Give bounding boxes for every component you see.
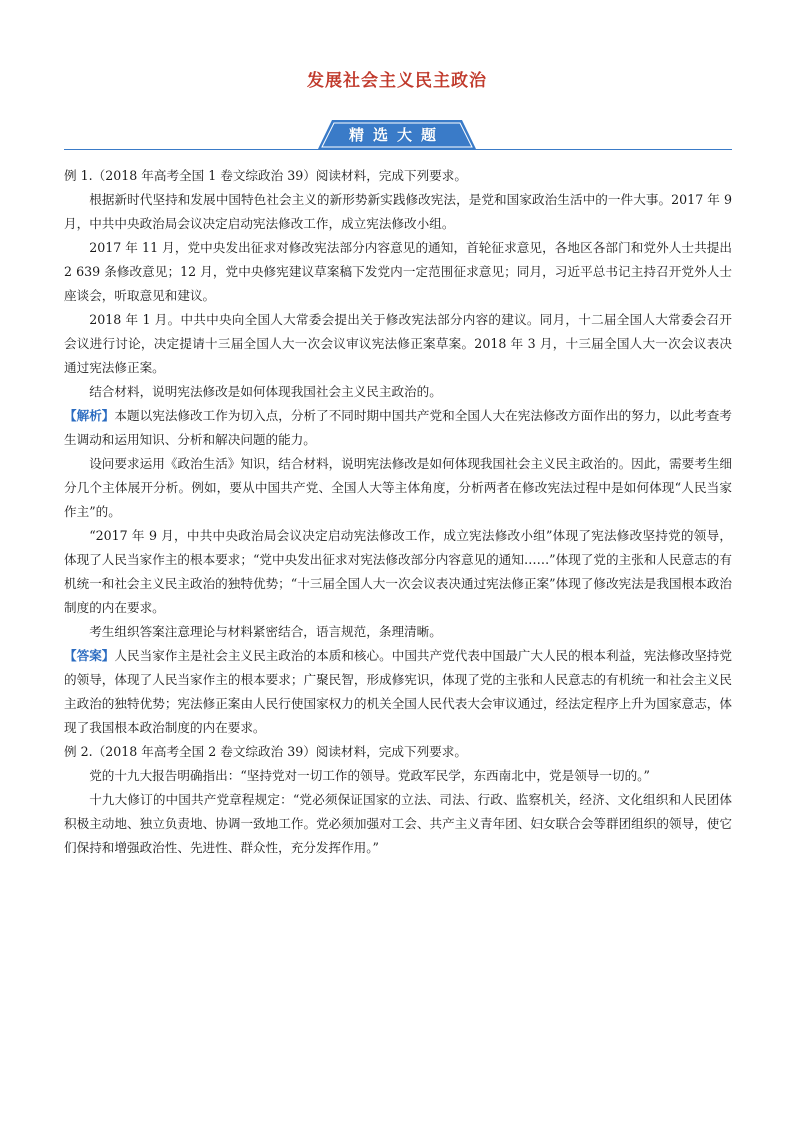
- analysis-paragraph-3: “2017 年 9 月，中共中央政治局会议决定启动宪法修改工作，成立宪法修改小组”体现了宪法修改坚持党的领导，体现了人民当家作主的根本要求；“党中央发出征求对宪法修改部分内容意见的通知……”体现了党的主张和人民意志的有机统一和社会主义民主政治的独特优势；“十三届全国人大一次会议表决通过宪法修正案”体现了修改宪法是我国根本政治制度的内在要求。: [64, 528, 732, 615]
- example-2-material-1: 党的十九大报告明确指出：“坚持党对一切工作的领导。党政军民学，东西南北中，党是领导一切的。”: [89, 768, 650, 783]
- example-1-material-1: 根据新时代坚持和发展中国特色社会主义的新形势新实践修改宪法，是党和国家政治生活中的一件大事。2017 年 9 月，中共中央政治局会议决定启动宪法修改工作，成立宪法修改小组。: [64, 192, 732, 231]
- answer-paragraph: [64, 644, 732, 740]
- example-2-heading: 例 2.（2018 年高考全国 2 卷文综政治 39）阅读材料，完成下列要求。: [64, 744, 467, 759]
- answer-text: 人民当家作主是社会主义民主政治的本质和核心。中国共产党代表中国最广大人民的根本利益，宪法修改坚持党的领导，体现了人民当家作主的根本要求；广聚民智，形成修宪识，体现了党的主张和人民意志的有机统一和社会主义民主政治的独特优势；宪法修正案由人民行使国家权力的机关全国人民代表大会审议通过，经法定程序上升为国家意志，体现了我国根本政治制度的内在要求。: [64, 648, 733, 735]
- example-1-material-3: 2018 年 1 月。中共中央向全国人大常委会提出关于修改宪法部分内容的建议。同月，十二届全国人大常委会召开会议进行讨论，决定提请十三届全国人大一次会议审议宪法修正案草案。2018 年 3 月，十三届全国人大一次会议表决通过宪法修正案。: [64, 312, 732, 375]
- analysis-paragraph-2: 设问要求运用《政治生活》知识，结合材料，说明宪法修改是如何体现我国社会主义民主政治的。因此，需要考生细分几个主体展开分析。例如，要从中国共产党、全国人大等主体角度，分析两者在修改宪法过程中是如何体现“人民当家作主”的。: [64, 456, 732, 519]
- analysis-paragraph-4: 考生组织答案注意理论与材料紧密结合，语言规范，条理清晰。: [89, 624, 442, 639]
- example-2-material-2: 十九大修订的中国共产党章程规定：“党必须保证国家的立法、司法、行政、监察机关，经济、文化组织和人民团体积极主动地、独立负责地、协调一致地工作。党必须加强对工会、共产主义青年团、妇女联合会等群团组织的领导，使它们保持和增强政治性、先进性、群众性，充分发挥作用。”: [64, 792, 732, 855]
- answer-tag: 【答案】: [64, 648, 115, 663]
- page-title: 发展社会主义民主政治: [307, 71, 487, 91]
- document-body: [64, 164, 732, 860]
- example-1-heading: 例 1.（2018 年高考全国 1 卷文综政治 39）阅读材料，完成下列要求。: [64, 168, 467, 183]
- banner-label: 精选大题: [348, 126, 445, 144]
- analysis-text-1: 本题以宪法修改工作为切入点，分析了不同时期中国共产党和全国人大在宪法修改方面作出的努力，以此考查考生调动和运用知识、分析和解决问题的能力。: [64, 408, 733, 447]
- banner-divider: [64, 149, 732, 150]
- example-1-question: 结合材料，说明宪法修改是如何体现我国社会主义民主政治的。: [89, 384, 442, 399]
- analysis-tag: 【解析】: [64, 408, 115, 423]
- analysis-paragraph-1: [64, 404, 732, 452]
- example-1-material-2: 2017 年 11 月，党中央发出征求对修改宪法部分内容意见的通知，首轮征求意见，各地区各部门和党外人士共提出 2 639 条修改意见；12 月，党中央修宪建议草案稿下发党内一定范围征求意见；同月，习近平总书记主持召开党外人士座谈会，听取意见和建议。: [64, 240, 732, 303]
- section-banner: [318, 120, 476, 149]
